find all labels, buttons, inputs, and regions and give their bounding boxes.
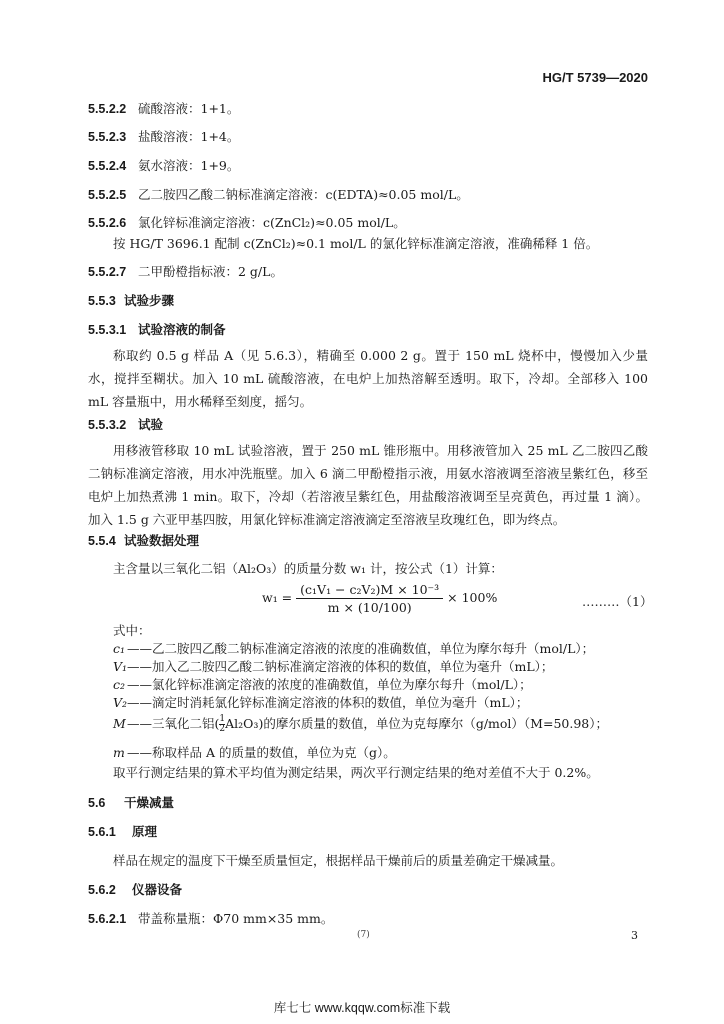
equation-number: ………（1）: [582, 594, 653, 609]
clause-text: 氨水溶液：1+9。: [138, 158, 240, 173]
variable-description: ——称取样品 A 的质量的数值，单位为克（g）。: [127, 745, 396, 760]
variable-v1: [113, 658, 553, 676]
clause-number: 5.5.2.7: [88, 265, 127, 279]
clause-text: 乙二胺四乙酸二钠标准滴定溶液：c(EDTA)≈0.05 mol/L。: [138, 187, 469, 202]
clause-text: 二甲酚橙指标液：2 g/L。: [138, 264, 283, 279]
section-number: 5.5.3.1: [88, 323, 127, 337]
formula-intro: 主含量以三氧化二铝（Al₂O₃）的质量分数 w₁ 计，按公式（1）计算：: [113, 561, 503, 576]
variable-description-post: 的摩尔质量的数值，单位为克每摩尔（g/mol）（M=50.98）；: [263, 716, 608, 731]
variable-symbol: m: [113, 745, 125, 760]
formula-lhs: w₁ =: [262, 590, 293, 605]
section-title: 试验: [138, 418, 164, 432]
formula-1: [262, 582, 497, 615]
variable-molar-mass: M——三氧化二铝( $\frac{1}{2}$ Al₂O₃)的摩尔质量的数值，单位为克每摩尔（g/mol）（M=50.98）；: [113, 714, 608, 734]
variable-description: ——加入乙二胺四乙酸二钠标准滴定溶液的体积的数值，单位为毫升（mL）；: [127, 659, 554, 674]
clause-5525: [88, 186, 469, 204]
clause-number: 5.6.2.1: [88, 912, 127, 926]
variable-symbol: V₂: [113, 695, 128, 710]
section-number: 5.6.2: [88, 883, 116, 897]
clause-text: 硫酸溶液：1+1。: [138, 101, 240, 116]
variable-symbol: c₂: [113, 677, 126, 692]
section-heading-554: [88, 532, 199, 550]
section-heading-553: [88, 292, 174, 310]
section-number: 5.5.3: [88, 294, 116, 308]
section-title: 试验步骤: [124, 294, 175, 308]
clause-5526: [88, 214, 406, 232]
section-title: 干燥减量: [124, 796, 175, 810]
variable-description: ——乙二胺四乙酸二钠标准滴定溶液的浓度的准确数值，单位为摩尔每升（mol/L）；: [127, 641, 595, 656]
result-note: 取平行测定结果的算术平均值为测定结果，两次平行测定结果的绝对差值不大于 0.2%。: [113, 765, 599, 780]
clause-5621: [88, 910, 333, 928]
section-heading-56: [88, 794, 174, 812]
formula-fraction: [296, 582, 443, 615]
section-title: 仪器设备: [132, 883, 183, 897]
clause-5526-continuation: 按 HG/T 3696.1 配制 c(ZnCl₂)≈0.1 mol/L 的氯化锌标准滴定溶液，准确稀释 1 倍。: [113, 236, 599, 251]
section-heading-5531: [88, 321, 226, 339]
compound-formula: Al₂O₃: [225, 716, 259, 731]
section-number: 5.6: [88, 796, 106, 810]
section-heading-562: [88, 881, 182, 899]
formula-denominator: m × (10/100): [327, 600, 412, 615]
original-page-marker: (7): [357, 930, 370, 940]
clause-number: 5.5.2.6: [88, 216, 127, 230]
section-heading-561: [88, 823, 157, 841]
paragraph-5531: 称取约 0.5 g 样品 A（见 5.6.3），精确至 0.000 2 g。置于 150 mL 烧杯中，慢慢加入少量水，搅拌至糊状。加入 10 mL 硫酸溶液，在电炉上加热溶解至透明。取下，冷却。全部移入 100 mL 容量瓶中，用水稀释至刻度，摇匀。: [88, 348, 648, 409]
clause-text: 盐酸溶液：1+4。: [138, 129, 240, 144]
variable-symbol: M: [113, 716, 126, 731]
section-heading-5532: [88, 416, 163, 434]
clause-5523: [88, 128, 239, 146]
formula-rhs: × 100%: [447, 590, 498, 605]
page-number: 3: [631, 929, 638, 942]
where-label: 式中：: [113, 623, 151, 638]
clause-number: 5.5.2.2: [88, 102, 127, 116]
variable-symbol: V₁: [113, 659, 128, 674]
section-number: 5.5.3.2: [88, 418, 127, 432]
formula-numerator: (c₁V₁ − c₂V₂)M × 10⁻³: [296, 582, 443, 599]
clause-number: 5.5.2.5: [88, 188, 127, 202]
section-number: 5.6.1: [88, 825, 116, 839]
paragraph-5532: 用移液管移取 10 mL 试验溶液，置于 250 mL 锥形瓶中。用移液管加入 25 mL 乙二胺四乙酸二钠标准滴定溶液，用水冲洗瓶壁。加入 6 滴二甲酚橙指示液，用氨水溶液调至溶液呈紫红色，移至电炉上加热煮沸 1 min。取下，冷却（若溶液呈紫红色，用盐酸溶液调至呈亮黄色，再过量 1 滴）。加入 1.5 g 六亚甲基四胺，用氯化锌标准滴定溶液滴定至溶液呈玫瑰红色，即为终点。: [88, 443, 648, 527]
half-numerator: 1: [219, 714, 226, 724]
paragraph-561: 样品在规定的温度下干燥至质量恒定，根据样品干燥前后的质量差确定干燥减量。: [113, 853, 564, 868]
variable-description-pre: ——三氧化二铝: [127, 716, 215, 731]
clause-text: 带盖称量瓶：Φ70 mm×35 mm。: [138, 911, 334, 926]
variable-v2: [113, 694, 528, 712]
standard-number: HG/T 5739—2020: [542, 70, 648, 85]
section-title: 试验数据处理: [124, 534, 200, 548]
clause-number: 5.5.2.4: [88, 159, 127, 173]
watermark-footer: 库七七 www.kqqw.com标准下载: [273, 1001, 451, 1015]
section-title: 原理: [132, 825, 158, 839]
variable-c1: [113, 640, 594, 658]
clause-5527: [88, 263, 283, 281]
variable-c2: [113, 676, 532, 694]
clause-5522: [88, 100, 239, 118]
variable-description: ——滴定时消耗氯化锌标准滴定溶液的体积的数值，单位为毫升（mL）；: [127, 695, 529, 710]
clause-5524: [88, 157, 239, 175]
variable-description: ——氯化锌标准滴定溶液的浓度的准确数值，单位为摩尔每升（mol/L）；: [127, 677, 532, 692]
variable-symbol: c₁: [113, 641, 126, 656]
clause-text: 氯化锌标准滴定溶液：c(ZnCl₂)≈0.05 mol/L。: [138, 215, 406, 230]
half-denominator: 2: [219, 724, 226, 734]
section-title: 试验溶液的制备: [138, 323, 226, 337]
clause-number: 5.5.2.3: [88, 130, 127, 144]
section-number: 5.5.4: [88, 534, 116, 548]
variable-m: [113, 744, 396, 762]
